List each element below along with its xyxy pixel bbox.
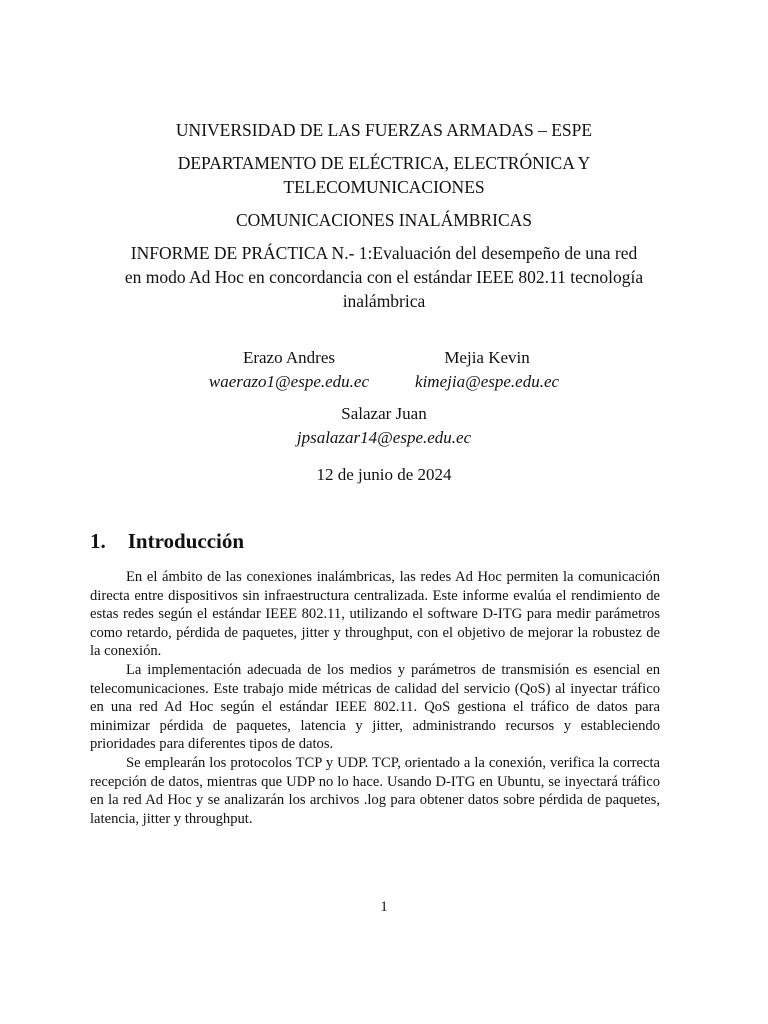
course-name: COMUNICACIONES INALÁMBRICAS — [235, 210, 533, 230]
department-name — [80, 151, 688, 199]
author-erazo — [209, 346, 369, 394]
author-row-1 — [80, 346, 688, 394]
section-body — [90, 568, 660, 828]
author-row-2 — [80, 402, 688, 450]
author-name: Salazar Juan — [341, 404, 427, 423]
author-salazar — [297, 402, 471, 450]
department-line-1: DEPARTAMENTO DE ELÉCTRICA, ELECTRÓNICA Y — [177, 153, 591, 173]
report-title-line-3: inalámbrica — [342, 291, 426, 311]
section-title: Introducción — [127, 529, 245, 553]
paragraph: La implementación adecuada de los medios y parámetros de transmisión es esencial en telecomunicaciones. Este trabajo mide métricas de calidad del servicio (QoS) al inyectar tráfico en una red Ad Hoc según el estándar IEEE 802.11. QoS gestiona el tráfico de datos para minimizar pérdida de paquetes, latencia y jitter, administrando recursos y estableciendo prioridades para diferentes tipos de datos. — [90, 661, 660, 753]
university-name: UNIVERSIDAD DE LAS FUERZAS ARMADAS – ESPE — [175, 120, 593, 140]
author-email[interactable]: waerazo1@espe.edu.ec — [208, 372, 370, 391]
author-email[interactable]: jpsalazar14@espe.edu.ec — [296, 428, 472, 447]
author-name: Mejia Kevin — [444, 348, 530, 367]
paragraph: En el ámbito de las conexiones inalámbricas, las redes Ad Hoc permiten la comunicación directa entre dispositivos sin infraestructura centralizada. Este informe evalúa el rendimiento de estas redes según el estándar IEEE 802.11, utilizando el software D-ITG para medir parámetros como retardo, pérdida de paquetes, jitter y throughput, con el objetivo de mejorar la robustez de la conexión. — [90, 569, 660, 660]
page-number: 1 — [380, 899, 388, 915]
section-number: 1. — [90, 529, 106, 553]
author-name: Erazo Andres — [242, 348, 335, 367]
author-list — [80, 346, 688, 450]
report-title-line-1: INFORME DE PRÁCTICA N.- 1:Evaluación del desempeño de una red — [130, 243, 638, 263]
report-title-line-2: en modo Ad Hoc en concordancia con el estándar IEEE 802.11 tecnología — [124, 267, 644, 287]
department-line-2: TELECOMUNICACIONES — [283, 177, 485, 197]
paragraph: Se emplearán los protocolos TCP y UDP. TCP, orientado a la conexión, verifica la correcta recepción de datos, mientras que UDP no lo hace. Usando D-ITG en Ubuntu, se inyectará tráfico en la red Ad Hoc y se analizarán los archivos .log para obtener datos sobre pérdida de paquetes, latencia, jitter y throughput. — [90, 754, 660, 827]
section-heading — [90, 527, 244, 555]
document-date: 12 de junio de 2024 — [316, 465, 452, 484]
title-block — [80, 118, 688, 313]
report-title — [80, 241, 688, 313]
author-email[interactable]: kimejia@espe.edu.ec — [415, 372, 560, 391]
author-mejia — [415, 346, 559, 394]
